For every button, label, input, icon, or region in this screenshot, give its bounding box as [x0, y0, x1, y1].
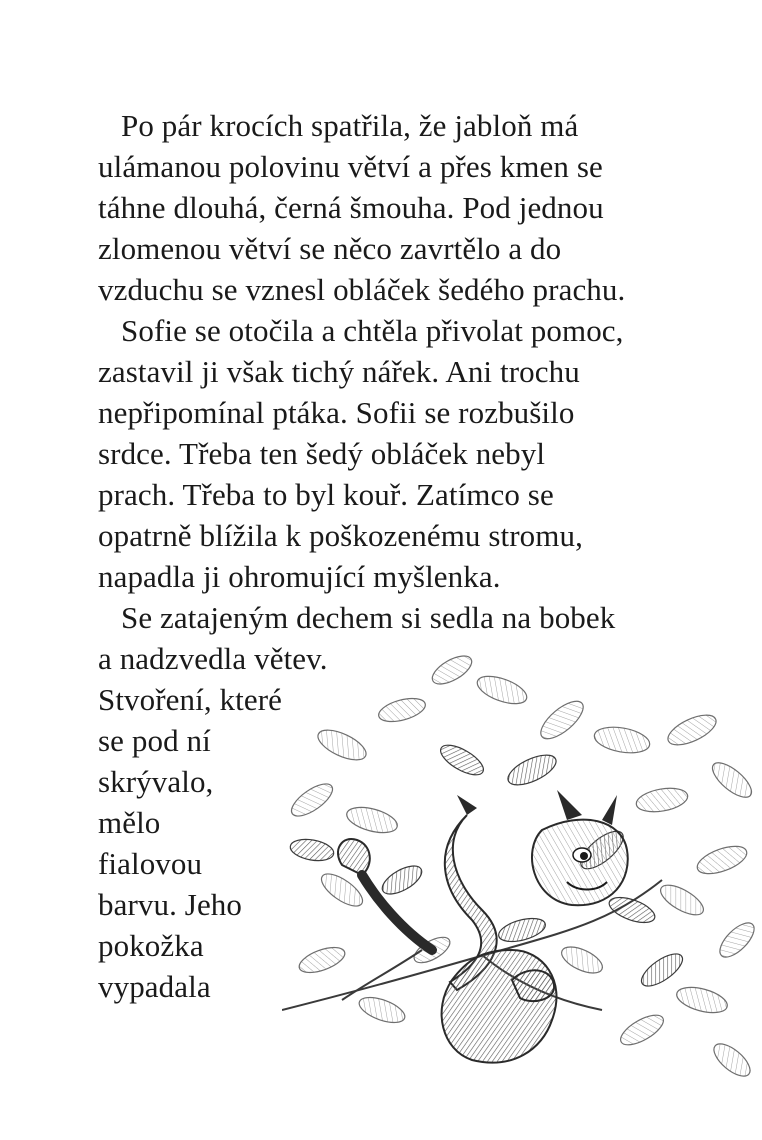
text-line: napadla ji ohromující myšlenka.: [98, 559, 501, 594]
text-line: zlomenou větví se něco zavrtělo a do: [98, 231, 562, 266]
text-line: prach. Třeba to byl kouř. Zatímco se: [98, 477, 554, 512]
text-line: Po pár krocích spatřila, že jabloň má: [121, 108, 579, 143]
text-line: Se zatajeným dechem si sedla na bobek: [121, 600, 616, 635]
text-line: táhne dlouhá, černá šmouha. Pod jednou: [98, 190, 604, 225]
text-line: a nadzvedla větev.: [98, 641, 328, 676]
text-line: mělo: [98, 805, 161, 840]
text-line: se pod ní: [98, 723, 211, 758]
text-line: srdce. Třeba ten šedý obláček nebyl: [98, 436, 546, 471]
text-line: opatrně blížila k poškozenému stromu,: [98, 518, 583, 553]
text-line: Stvoření, které: [98, 682, 283, 717]
text-line: vypadala: [98, 969, 211, 1004]
text-line: pokožka: [98, 928, 204, 963]
text-line: vzduchu se vznesl obláček šedého prachu.: [98, 272, 626, 307]
text-line: Sofie se otočila a chtěla přivolat pomoc,: [121, 313, 624, 348]
text-line: barvu. Jeho: [98, 887, 243, 922]
text-line: nepřipomínal ptáka. Sofii se rozbušilo: [98, 395, 575, 430]
dragon-in-leaves-illustration: [282, 650, 762, 1130]
text-line: skrývalo,: [98, 764, 214, 799]
text-line: zastavil ji však tichý nářek. Ani trochu: [98, 354, 580, 389]
text-line: fialovou: [98, 846, 203, 881]
text-line: ulámanou polovinu větví a přes kmen se: [98, 149, 603, 184]
